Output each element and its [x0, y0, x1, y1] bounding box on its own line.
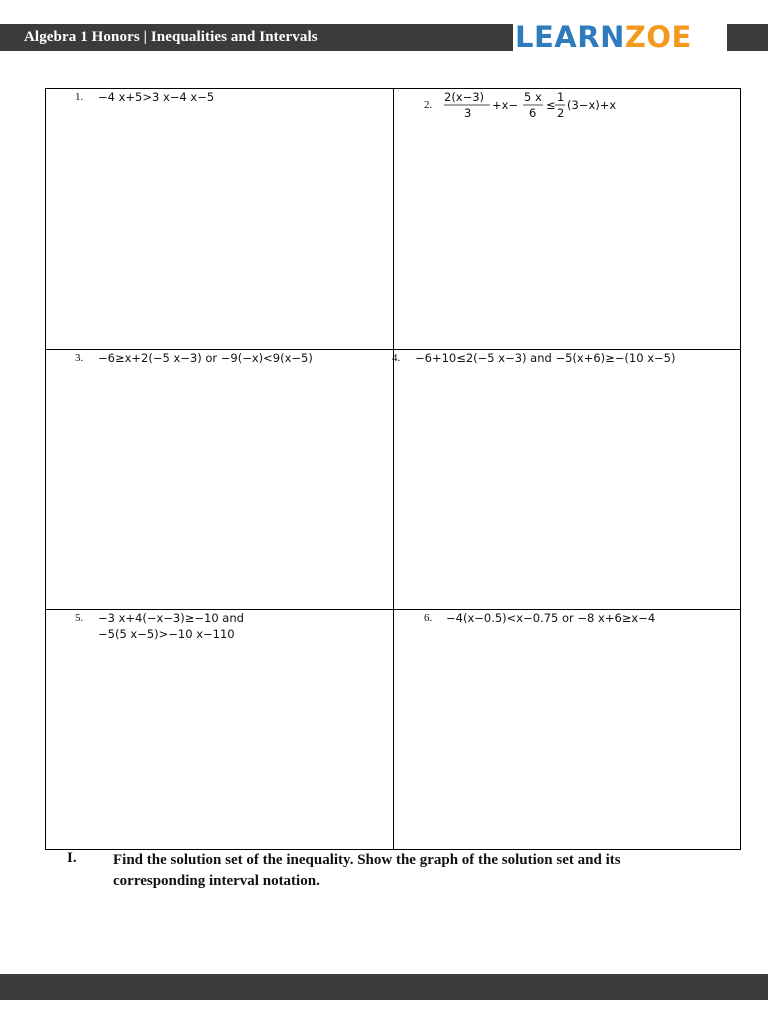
footer-bar — [0, 974, 768, 1000]
expression-mid-1: +x− — [492, 98, 519, 112]
header-bar-end — [727, 24, 768, 51]
logo-part-zoe: ZOE — [624, 20, 692, 54]
problem-number: 5. — [75, 612, 84, 624]
problem-cell-2 — [394, 89, 740, 350]
problem-cell-5 — [46, 610, 394, 849]
problem-cell-3 — [46, 350, 394, 610]
fraction-3-numerator: 1 — [557, 90, 565, 104]
problem-grid — [45, 88, 741, 850]
expression-mid-2: ≤ — [546, 98, 556, 112]
problem-expression: −6+10≤2(−5 x−3) and −5(x+6)≥−(10 x−5) — [415, 351, 676, 365]
problem-number: 3. — [75, 352, 84, 364]
logo-part-learn: LEARN — [515, 20, 625, 54]
fraction-2-denominator: 6 — [529, 106, 537, 120]
fraction-3-denominator: 2 — [557, 106, 565, 120]
problem-expression: −4(x−0.5)<x−0.75 or −8 x+6≥x−4 — [446, 611, 656, 625]
problem-expression: −6≥x+2(−5 x−3) or −9(−x)<9(x−5) — [98, 351, 313, 365]
problem-number: 1. — [75, 91, 84, 103]
problem-number: 4. — [392, 352, 401, 364]
document-title: Algebra 1 Honors | Inequalities and Intervals — [24, 29, 318, 45]
problem-number: 6. — [424, 612, 433, 624]
learnzoe-logo — [513, 20, 727, 54]
problem-expression: −4 x+5>3 x−4 x−5 — [98, 90, 215, 104]
problem-expression-fraction — [444, 90, 694, 122]
problem-expression-line-1: −3 x+4(−x−3)≥−10 and — [98, 611, 244, 625]
problem-cell-6 — [394, 610, 740, 849]
problem-cell-4 — [394, 350, 740, 610]
problem-expression-line-2: −5(5 x−5)>−10 x−110 — [98, 627, 235, 641]
logo-text — [515, 19, 692, 55]
expression-tail: (3−x)+x — [567, 98, 617, 112]
instruction-numeral: I. — [67, 850, 77, 866]
fraction-1-denominator: 3 — [464, 106, 472, 120]
fraction-1-numerator: 2(x−3) — [444, 90, 485, 104]
problem-cell-1 — [46, 89, 394, 350]
fraction-2-numerator: 5 x — [524, 90, 542, 104]
problem-number: 2. — [424, 99, 433, 111]
instruction-text: Find the solution set of the inequality. Show the graph of the solution set and its corresponding interval notation. — [113, 852, 621, 889]
